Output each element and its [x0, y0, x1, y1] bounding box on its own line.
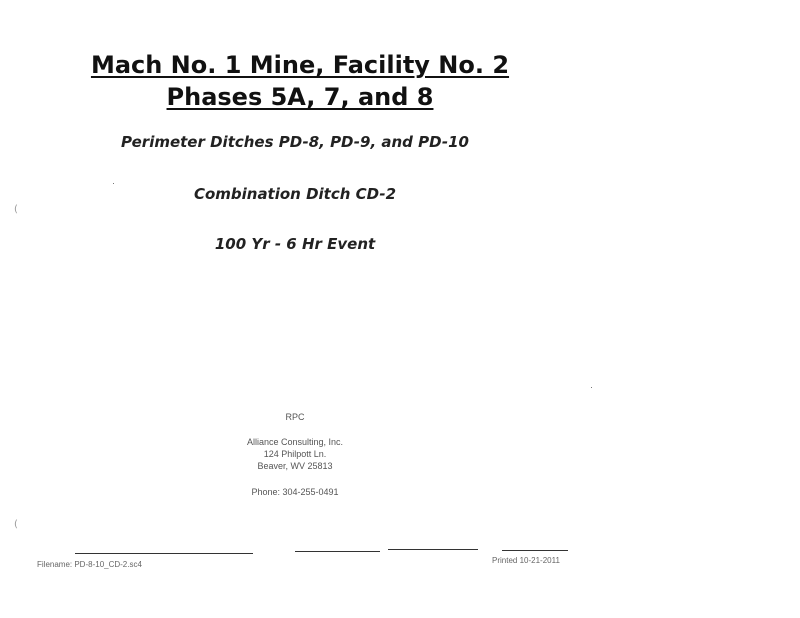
- scan-speck: [591, 387, 592, 388]
- storm-event-subtitle: 100 Yr - 6 Hr Event: [214, 235, 376, 253]
- footer-rule: [502, 550, 568, 551]
- phone-number: Phone: 304-255-0491: [251, 487, 339, 497]
- footer-rule: [75, 553, 253, 554]
- footer-filename: Filename: PD-8-10_CD-2.sc4: [37, 560, 142, 569]
- street-address: 124 Philpott Ln.: [263, 449, 327, 459]
- scan-hole-mark-top: (: [14, 204, 18, 215]
- city-state-zip: Beaver, WV 25813: [257, 461, 333, 471]
- ditches-subtitle: Perimeter Ditches PD-8, PD-9, and PD-10: [121, 133, 469, 151]
- footer-rule: [388, 549, 478, 550]
- document-title-line1: Mach No. 1 Mine, Facility No. 2: [90, 51, 510, 79]
- footer-rule: [295, 551, 380, 552]
- company-name: Alliance Consulting, Inc.: [246, 437, 344, 447]
- address-block: [195, 436, 395, 472]
- scan-speck: [113, 183, 114, 184]
- scan-hole-mark-bottom: (: [14, 519, 18, 530]
- preparer-initials: RPC: [285, 412, 305, 422]
- footer-printed-date: Printed 10-21-2011: [492, 556, 560, 565]
- document-title-line2: Phases 5A, 7, and 8: [166, 83, 434, 111]
- combination-ditch-subtitle: Combination Ditch CD-2: [193, 185, 397, 203]
